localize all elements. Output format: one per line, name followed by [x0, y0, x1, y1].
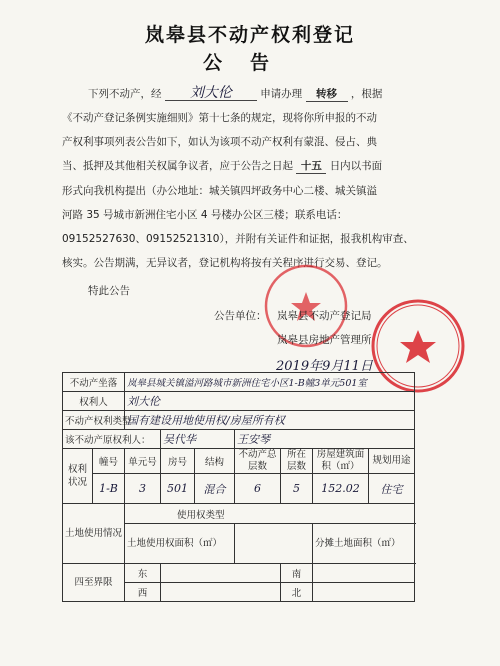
table-row [63, 449, 415, 474]
notice-line-5: 形式向我机构提出（办公地址：城关镇四坪政务中心二楼、城关镇溢 [62, 185, 377, 197]
table-row [63, 564, 415, 583]
table-row [63, 392, 415, 411]
col-building: 幢号 [93, 449, 125, 474]
col-structure: 结构 [195, 449, 235, 474]
notice-date: 2019年9月11日 [276, 359, 373, 374]
val-building: 1-B [93, 474, 125, 504]
col-room: 房号 [161, 449, 195, 474]
col-total-floors: 不动产总层数 [235, 449, 281, 474]
document-subtitle: 公告 [202, 52, 297, 74]
issuer-org-1: 岚皋县不动产登记局 [277, 310, 372, 322]
previous-holder-label: 该不动产原权利人： [63, 430, 161, 449]
table-row [63, 474, 415, 504]
location-label: 不动产坐落 [63, 373, 125, 392]
boundary-label: 四至界限 [63, 564, 125, 602]
notice-text: 当、抵押及其他相关权属争议者，应于公告之日起 [62, 160, 293, 172]
land-type-label: 使用权类型 [125, 504, 415, 524]
holder-label: 权利人 [63, 392, 125, 411]
issuer-label: 公告单位： [214, 310, 267, 322]
location-value: 岚皋县城关镇溢河路城市新洲住宅小区1-B幢3单元501室 [125, 373, 415, 392]
val-room: 501 [161, 474, 195, 504]
notice-text: 申请办理 [260, 88, 303, 100]
boundary-south-label: 南 [281, 564, 313, 583]
notice-line-3: 产权利事项列表公告如下，如认为该项不动产权利有蒙混、侵占、典 [62, 136, 377, 148]
val-total-floors: 6 [235, 474, 281, 504]
notice-line-7: 09152527630、09152521310），并附有关证件和证据，报我机构审查、 [62, 233, 414, 245]
issuer-org-2: 岚皋县房地产管理所 [277, 334, 372, 346]
table-row [63, 504, 415, 524]
table-row [63, 430, 415, 449]
notice-line-6: 河路 35 号城市新洲住宅小区 4 号楼办公区三楼；联系电话： [62, 209, 348, 221]
notice-text: 日内以书面 [329, 160, 383, 172]
status-label: 权利状况 [63, 449, 93, 504]
table-row [63, 373, 415, 392]
boundary-north-value [313, 583, 415, 602]
objection-days: 十五 [296, 159, 326, 174]
table-row [63, 411, 415, 430]
notice-text: ，根据 [350, 88, 383, 100]
boundary-south-value [313, 564, 415, 583]
col-area: 房屋建筑面积（㎡） [313, 449, 369, 474]
val-floor: 5 [281, 474, 313, 504]
holder-value: 刘大伦 [125, 392, 415, 411]
right-type-value: 国有建设用地使用权/房屋所有权 [125, 411, 415, 430]
val-structure: 混合 [195, 474, 235, 504]
val-unit: 3 [125, 474, 161, 504]
property-table [62, 372, 415, 602]
transaction-type: 转移 [306, 87, 348, 102]
boundary-east-label: 东 [125, 564, 161, 583]
document-title: 岚皋县不动产权利登记 [144, 24, 355, 46]
right-type-label: 不动产权利类型 [63, 411, 125, 430]
notice-line-8: 核实。公告期满，无异议者，登记机构将按有关程序进行交易、登记。 [62, 257, 388, 269]
previous-holder-2-value: 王安琴 [235, 430, 415, 449]
notice-line-4 [62, 159, 462, 174]
col-floor: 所在层数 [281, 449, 313, 474]
notice-line-2: 《不动产登记条例实施细则》第十七条的规定，现将你所申报的不动 [62, 112, 377, 124]
val-area: 152.02 [313, 474, 369, 504]
boundary-west-label: 西 [125, 583, 161, 602]
land-area-label: 土地使用权面积（㎡） [125, 524, 235, 564]
land-area-value [235, 524, 313, 564]
notice-text: 下列不动产，经 [88, 88, 162, 100]
col-unit: 单元号 [125, 449, 161, 474]
boundary-north-label: 北 [281, 583, 313, 602]
notice-line-1 [88, 86, 488, 102]
boundary-west-value [161, 583, 281, 602]
applicant-name: 刘大伦 [165, 86, 257, 101]
previous-holder-value: 吴代华 [161, 430, 235, 449]
boundary-east-value [161, 564, 281, 583]
notice-closing: 特此公告 [88, 285, 130, 297]
col-use: 规划用途 [369, 449, 415, 474]
land-share-label: 分摊土地面积（㎡） [313, 524, 415, 564]
val-use: 住宅 [369, 474, 415, 504]
land-label: 土地使用情况 [63, 504, 125, 564]
